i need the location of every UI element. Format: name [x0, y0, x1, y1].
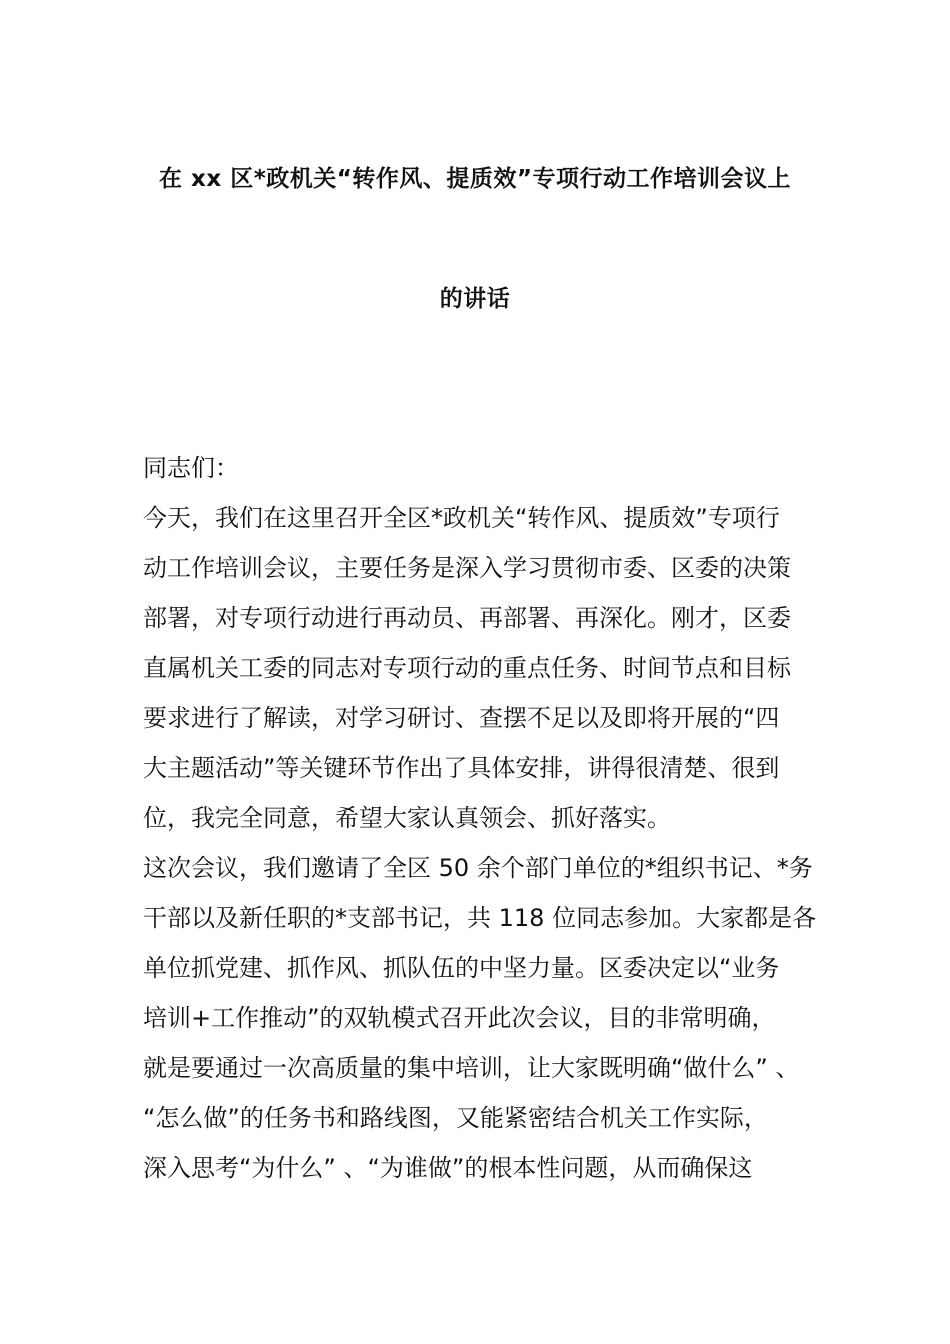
body-line: 部署，对专项行动进行再动员、再部署、再深化。刚才，区委 [143, 604, 791, 632]
body-line: 直属机关工委的同志对专项行动的重点任务、时间节点和目标 [143, 654, 791, 682]
body-line: 就是要通过一次高质量的集中培训，让大家既明确“做什么” 、 [143, 1054, 800, 1082]
body-line: 要求进行了解读，对学习研讨、查摆不足以及即将开展的“四 [143, 704, 780, 732]
salutation: 同志们： [143, 454, 239, 482]
body-line: “怎么做”的任务书和路线图，又能紧密结合机关工作实际， [143, 1104, 768, 1132]
document-title-line-1: 在 xx 区*政机关“转作风、提质效”专项行动工作培训会议上 [159, 166, 791, 192]
body-line: 位，我完全同意，希望大家认真领会、抓好落实。 [143, 804, 671, 832]
body-line: 动工作培训会议，主要任务是深入学习贯彻市委、区委的决策 [143, 554, 791, 582]
body-line: 这次会议，我们邀请了全区 50 余个部门单位的*组织书记、*务 [143, 854, 813, 882]
body-line: 今天，我们在这里召开全区*政机关“转作风、提质效”专项行 [143, 504, 780, 532]
document-body [143, 451, 823, 1201]
body-line: 大主题活动”等关键环节作出了具体安排，讲得很清楚、很到 [143, 754, 780, 782]
document-title-line-2: 的讲话 [439, 286, 511, 312]
body-line: 单位抓党建、抓作风、抓队伍的中坚力量。区委决定以“业务 [143, 954, 780, 982]
body-line: 干部以及新任职的*支部书记，共 118 位同志参加。大家都是各 [143, 904, 817, 932]
body-line: 培训+工作推动”的双轨模式召开此次会议，目的非常明确， [143, 1004, 776, 1032]
body-line: 深入思考“为什么” 、“为谁做”的根本性问题，从而确保这 [143, 1154, 753, 1182]
